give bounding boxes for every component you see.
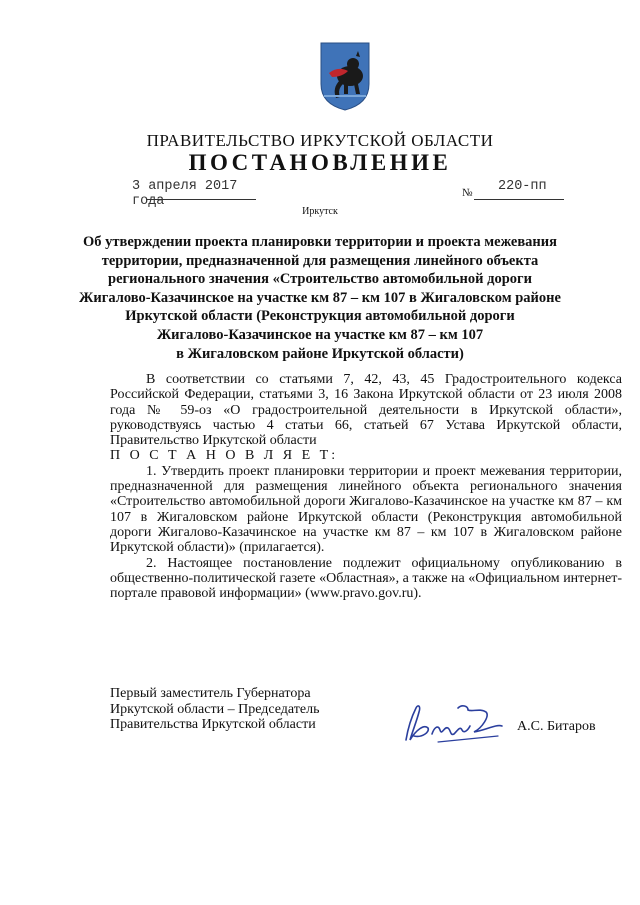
decree-body <box>110 372 622 601</box>
title-line: территории, предназначенной для размещения линейного объекта <box>101 252 539 269</box>
decree-date: 3 апреля 2017 года <box>132 179 238 209</box>
position-line: Первый заместитель Губернатора <box>110 686 311 701</box>
signatory-position <box>110 686 319 733</box>
city-name: Иркутск <box>302 206 338 217</box>
title-line: Иркутской области (Реконструкция автомобильной дороги <box>125 308 515 325</box>
date-underline <box>146 199 256 200</box>
coat-of-arms-icon <box>318 40 372 112</box>
clause-2: 2. Настоящее постановление подлежит официальному опубликованию в общественно-политической газете «Областная», а также на «Официальном интернет-портале правовой информации» (www.pravo.gov.ru). <box>110 555 622 602</box>
decree-word: П О С Т А Н О В Л Я Е Т: <box>110 448 339 464</box>
document-type-heading: ПОСТАНОВЛЕНИЕ <box>188 150 452 175</box>
clause-1: 1. Утвердить проект планировки территории и проект межевания территории, предназначенной для размещения линейного объекта регионального значения «Строительство автомобильной дороги Жигалово-Казачинское на участке км 87 – км 107 в Жигаловском районе Иркутской области (Реконструкция автомобильной дороги Жигалово-Казачинское на участке км 87 – км 107 в Жигаловском районе Иркутской области)» (прилагается). <box>110 463 622 556</box>
authority-name: ПРАВИТЕЛЬСТВО ИРКУТСКОЙ ОБЛАСТИ <box>146 131 494 150</box>
title-line: Жигалово-Казачинское на участке км 87 – км 107 в Жигаловском районе <box>79 289 561 306</box>
number-underline <box>474 199 564 200</box>
title-line: в Жигаловском районе Иркутской области) <box>176 345 464 362</box>
signatory-name: А.С. Битаров <box>517 719 596 734</box>
title-line: регионального значения «Строительство автомобильной дороги <box>108 271 532 288</box>
decree-title <box>60 233 580 363</box>
position-line: Иркутской области – Председатель <box>110 701 320 717</box>
preamble-paragraph: В соответствии со статьями 7, 42, 43, 45 Градостроительного кодекса Российской Федерации, статьями 3, 16 Закона Иркутской области от 23 июля 2008 года № 59-оз «О градостроительной деятельности в Иркутской области», руководствуясь частью 4 статьи 66, статьей 67 Устава Иркутской области, Правительство Иркутской области <box>110 372 622 449</box>
number-sign: № <box>462 187 473 199</box>
position-line: Правительства Иркутской области <box>110 717 316 732</box>
title-line: Жигалово-Казачинское на участке км 87 – км 107 <box>156 326 484 343</box>
title-line: Об утверждении проекта планировки территории и проекта межевания <box>83 234 557 250</box>
decree-number: 220-пп <box>498 179 547 194</box>
handwritten-signature-icon <box>398 700 510 748</box>
